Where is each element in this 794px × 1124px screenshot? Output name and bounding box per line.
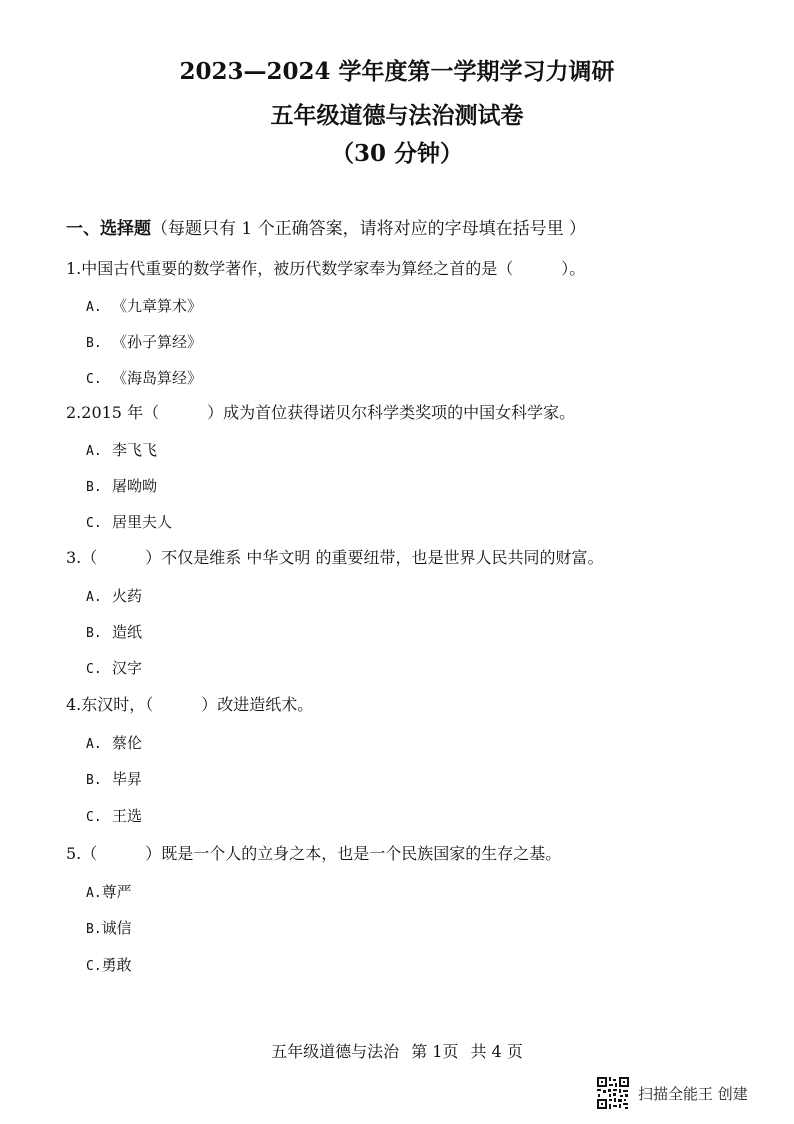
option-letter: B. (86, 626, 102, 641)
question-2-option-c (86, 510, 172, 536)
option-letter: B. (86, 480, 102, 495)
option-letter: A. (86, 737, 102, 752)
option-letter: C. (86, 516, 102, 531)
option-letter: A. (86, 886, 102, 901)
exam-title-line2: 五年级道德与法治测试卷 (270, 102, 524, 129)
footer-total-pages: 共 4 页 (470, 1042, 523, 1061)
section-instruction: （每题只有 1 个正确答案，请将对应的字母填在括号里 ） (151, 219, 587, 239)
option-letter: C. (86, 810, 102, 825)
option-text: 居里夫人 (112, 513, 173, 531)
question-5-option-c (86, 953, 132, 979)
question-4-option-b (86, 767, 142, 793)
question-1-option-c (86, 366, 202, 392)
option-letter: C. (86, 372, 102, 387)
section-title: 一、选择题 (66, 219, 151, 239)
question-3-option-b (86, 620, 142, 646)
option-text: 《海岛算经》 (112, 369, 203, 387)
exam-title-line1: 2023—2024 学年度第一学期学习力调研 (179, 58, 615, 85)
question-4: 4.东汉时，（ ）改进造纸术。 (66, 695, 314, 714)
question-3-option-c (86, 656, 142, 682)
question-2-option-b (86, 474, 157, 500)
question-1-option-a (86, 294, 202, 320)
option-text: 蔡伦 (112, 734, 143, 752)
option-letter: A. (86, 444, 102, 459)
option-text: 《孙子算经》 (112, 333, 203, 351)
option-letter: B. (86, 773, 102, 788)
scanner-watermark (596, 1076, 748, 1110)
option-letter: C. (86, 959, 102, 974)
question-5-option-b (86, 916, 132, 942)
option-text: 毕昇 (112, 770, 143, 788)
option-text: 尊严 (101, 883, 132, 901)
question-3-option-a (86, 584, 142, 610)
question-5: 5.（ ）既是一个人的立身之本，也是一个民族国家的生存之基。 (66, 844, 562, 863)
footer-subject: 五年级道德与法治 (271, 1042, 400, 1061)
question-4-option-a (86, 731, 142, 757)
option-text: 火药 (112, 587, 143, 605)
option-text: 汉字 (112, 659, 143, 677)
option-text: 王选 (112, 807, 143, 825)
option-text: 诚信 (101, 919, 132, 937)
option-text: 屠呦呦 (112, 477, 158, 495)
footer-page-number: 第 1页 (411, 1042, 459, 1061)
question-5-option-a (86, 880, 132, 906)
question-1: 1.中国古代重要的数学著作，被历代数学家奉为算经之首的是（ ）。 (66, 259, 586, 278)
option-letter: B. (86, 336, 102, 351)
question-2: 2.2015 年（ ）成为首位获得诺贝尔科学类奖项的中国女科学家。 (66, 403, 576, 422)
option-text: 李飞飞 (112, 441, 158, 459)
question-1-option-b (86, 330, 202, 356)
question-3: 3.（ ）不仅是维系 中华文明 的重要纽带，也是世界人民共同的财富。 (66, 548, 604, 567)
watermark-text: 扫描全能王 创建 (638, 1084, 748, 1103)
qr-code-icon (596, 1076, 630, 1110)
option-text: 勇敢 (101, 956, 132, 974)
option-letter: B. (86, 922, 102, 937)
question-2-option-a (86, 438, 157, 464)
option-letter: C. (86, 662, 102, 677)
option-letter: A. (86, 590, 102, 605)
question-4-option-c (86, 804, 142, 830)
option-letter: A. (86, 300, 102, 315)
section-header (66, 216, 586, 242)
option-text: 《九章算术》 (112, 297, 203, 315)
option-text: 造纸 (112, 623, 143, 641)
exam-duration: （30 分钟） (330, 140, 463, 167)
page-footer (0, 1040, 794, 1064)
